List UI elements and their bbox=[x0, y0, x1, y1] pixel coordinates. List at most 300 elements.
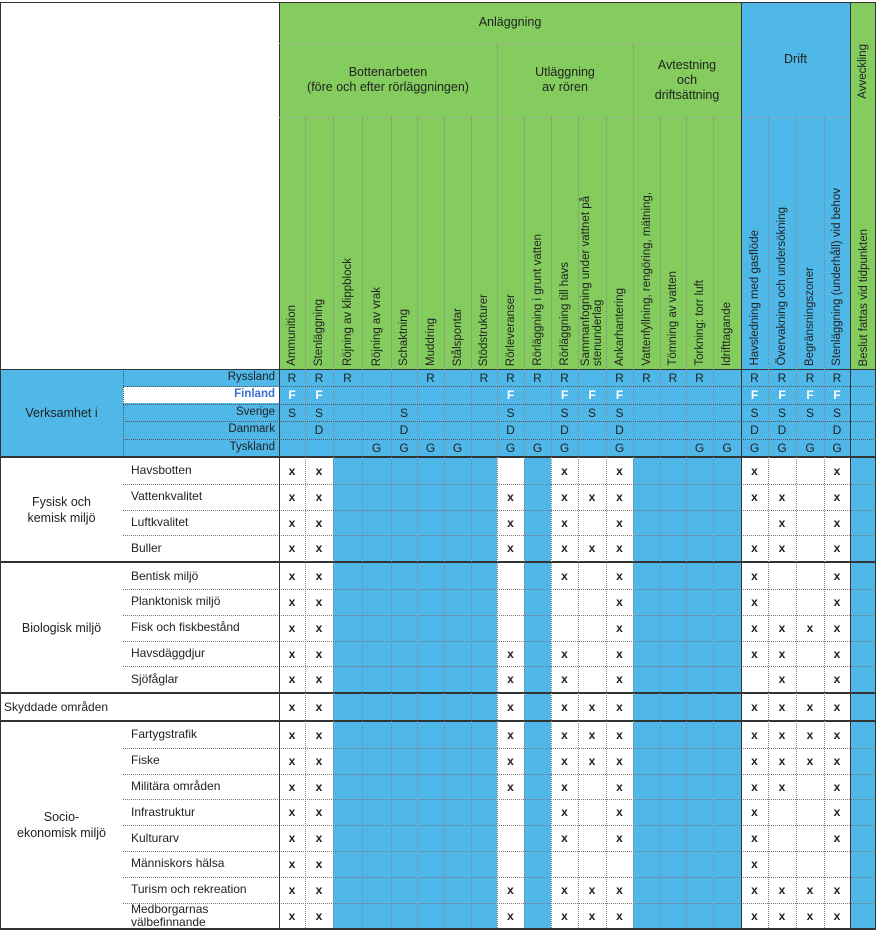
impact-row-label: Havsdäggdjur bbox=[131, 645, 206, 660]
group-label: Fysisk och kemisk miljö bbox=[27, 494, 96, 525]
row-divider bbox=[123, 589, 876, 590]
column-line bbox=[524, 117, 525, 928]
phase-construction: Anläggning bbox=[478, 15, 542, 29]
impact-mark: x bbox=[588, 753, 596, 768]
impact-mark: x bbox=[288, 594, 296, 609]
column-line bbox=[850, 2, 851, 928]
impact-mark: x bbox=[778, 779, 786, 794]
impact-mark: x bbox=[288, 779, 296, 794]
impact-mark: x bbox=[833, 672, 841, 687]
country-code-f: F bbox=[806, 388, 814, 403]
activity-label: Tömning av vatten bbox=[667, 271, 679, 366]
column-line bbox=[417, 117, 418, 928]
column-line bbox=[824, 117, 825, 928]
activity-group-label: Bottenarbeten (före och efter rörläggningen) bbox=[307, 65, 469, 94]
impact-mark: x bbox=[288, 541, 296, 556]
activity-label: Ankarhantering bbox=[613, 288, 626, 366]
country-code-r: R bbox=[695, 371, 704, 385]
impact-row-label: Sjöfåglar bbox=[131, 671, 179, 686]
country-code-g: G bbox=[694, 440, 705, 455]
phase-operation: Drift bbox=[784, 52, 807, 66]
section-line bbox=[0, 456, 876, 458]
impact-mark: x bbox=[315, 620, 323, 635]
row-divider bbox=[123, 877, 876, 878]
impact-row-label: Vattenkvalitet bbox=[131, 489, 203, 504]
impact-mark: x bbox=[806, 620, 814, 635]
impact-mark: x bbox=[561, 541, 568, 556]
impact-mark: x bbox=[833, 646, 841, 661]
country-code-g: G bbox=[452, 440, 463, 455]
activity-header bbox=[444, 117, 471, 369]
impact-row-label: Planktonisk miljö bbox=[131, 594, 221, 609]
impact-mark: x bbox=[315, 569, 323, 584]
impact-mark: x bbox=[288, 646, 296, 661]
activity-label: Stenläggning bbox=[313, 298, 325, 366]
impact-mark: x bbox=[833, 620, 841, 635]
activity-header bbox=[417, 117, 444, 369]
country-code-f: F bbox=[506, 388, 515, 403]
impact-mark: x bbox=[778, 882, 786, 897]
impact-mark: x bbox=[616, 541, 623, 556]
impact-mark: x bbox=[833, 515, 841, 530]
country-code-d: D bbox=[314, 423, 324, 438]
activity-header bbox=[768, 117, 796, 369]
impact-mark: x bbox=[833, 908, 841, 923]
impact-mark: x bbox=[751, 805, 758, 820]
impact-mark: x bbox=[616, 753, 623, 768]
activity-header bbox=[686, 117, 713, 369]
group-label: Biologisk miljö bbox=[21, 620, 102, 635]
country-code-r: R bbox=[426, 371, 435, 385]
activity-label: Vattenfyllning, rengöring, mätning, bbox=[640, 192, 653, 366]
impact-mark: x bbox=[315, 753, 323, 768]
impact-mark: x bbox=[833, 831, 841, 846]
activity-header bbox=[497, 117, 524, 369]
activity-header bbox=[850, 117, 877, 369]
activity-header bbox=[305, 117, 333, 369]
country-code-g: G bbox=[425, 440, 436, 455]
activity-label: Schaktning bbox=[398, 309, 410, 366]
impact-mark: x bbox=[778, 672, 786, 687]
country-code-s: S bbox=[750, 405, 759, 420]
group-label: Socio- ekonomisk miljö bbox=[17, 810, 106, 841]
column-line bbox=[633, 43, 634, 928]
impact-mark: x bbox=[751, 908, 758, 923]
row-divider bbox=[123, 666, 876, 667]
inactive-band bbox=[333, 694, 497, 720]
impact-mark: x bbox=[751, 753, 758, 768]
activity-label: Röjning av klippblock bbox=[341, 257, 354, 366]
impact-bg bbox=[578, 563, 606, 692]
impact-mark: x bbox=[315, 700, 323, 715]
impact-mark: x bbox=[751, 646, 758, 661]
row-divider bbox=[123, 851, 876, 852]
inactive-band bbox=[713, 563, 741, 692]
inactive-band bbox=[333, 563, 497, 692]
impact-mark: x bbox=[751, 727, 758, 742]
impact-mark: x bbox=[588, 700, 596, 715]
impact-row-label: Bentisk miljö bbox=[131, 568, 199, 583]
column-line bbox=[551, 117, 552, 928]
impact-mark: x bbox=[833, 569, 841, 584]
country-code-f: F bbox=[833, 388, 841, 403]
impact-mark: x bbox=[833, 805, 841, 820]
country-code-r: R bbox=[560, 371, 569, 385]
impact-row-label: Infrastruktur bbox=[131, 804, 196, 819]
impact-row-label: Fisk och fiskbestånd bbox=[131, 620, 240, 635]
impact-mark: x bbox=[561, 753, 568, 768]
impact-mark: x bbox=[833, 541, 841, 556]
row-divider bbox=[123, 903, 876, 904]
impact-row-label: Turism och rekreation bbox=[131, 882, 247, 897]
impact-mark: x bbox=[315, 805, 323, 820]
impact-mark: x bbox=[806, 753, 814, 768]
country-code-f: F bbox=[288, 388, 296, 403]
impact-mark: x bbox=[616, 594, 623, 609]
activity-label: Muddring bbox=[424, 318, 437, 366]
impact-mark: x bbox=[507, 646, 514, 661]
impact-mark: x bbox=[588, 727, 596, 742]
activity-header bbox=[471, 117, 497, 369]
impact-mark: x bbox=[616, 727, 623, 742]
impact-mark: x bbox=[561, 672, 568, 687]
column-line bbox=[578, 117, 579, 928]
impact-mark: x bbox=[561, 779, 568, 794]
row-divider bbox=[123, 825, 876, 826]
country-code-r: R bbox=[479, 371, 489, 385]
country-code-r: R bbox=[615, 371, 624, 385]
column-line bbox=[444, 117, 445, 928]
activity-label: Stålspontar bbox=[451, 307, 464, 366]
group-label: Skyddade områden bbox=[4, 699, 109, 714]
country-code-r: R bbox=[642, 371, 651, 385]
impact-mark: x bbox=[616, 672, 623, 687]
row-divider bbox=[123, 774, 876, 775]
impact-mark: x bbox=[751, 882, 758, 897]
impact-mark: x bbox=[616, 569, 623, 584]
impact-mark: x bbox=[561, 700, 568, 715]
country-code-r: R bbox=[506, 371, 515, 385]
activity-label: Stödstrukturer bbox=[478, 293, 490, 366]
activity-label: Stenläggning (underhåll) vid behov bbox=[831, 188, 843, 366]
impact-mark: x bbox=[561, 569, 568, 584]
impact-mark: x bbox=[806, 727, 814, 742]
impact-mark: x bbox=[315, 489, 323, 504]
activity-header bbox=[578, 117, 606, 369]
impact-mark: x bbox=[288, 882, 296, 897]
activity-header bbox=[551, 117, 578, 369]
impact-mark: x bbox=[778, 753, 786, 768]
activity-label: Ammunition bbox=[286, 305, 298, 366]
country-label: Sverige bbox=[236, 405, 275, 418]
impact-mark: x bbox=[315, 594, 323, 609]
country-code-r: R bbox=[777, 371, 787, 385]
outer-border bbox=[875, 2, 876, 928]
impact-mark: x bbox=[833, 700, 841, 715]
impact-mark: x bbox=[288, 908, 296, 923]
impact-mark: x bbox=[507, 753, 514, 768]
country-code-f: F bbox=[588, 388, 596, 403]
activity-header bbox=[333, 117, 362, 369]
impact-mark: x bbox=[833, 753, 841, 768]
country-code-s: S bbox=[832, 405, 841, 420]
country-code-d: D bbox=[615, 423, 624, 438]
inactive-band bbox=[850, 694, 876, 720]
column-line bbox=[305, 117, 306, 928]
column-line bbox=[606, 117, 607, 928]
row-divider bbox=[123, 510, 876, 511]
column-line bbox=[713, 117, 714, 928]
country-code-s: S bbox=[587, 405, 596, 420]
country-code-r: R bbox=[533, 371, 542, 385]
impact-mark: x bbox=[315, 882, 323, 897]
country-code-g: G bbox=[805, 440, 815, 455]
row-divider bbox=[123, 484, 876, 485]
column-line bbox=[362, 117, 363, 928]
impact-mark: x bbox=[751, 620, 758, 635]
impact-mark: x bbox=[288, 489, 296, 504]
impact-mark: x bbox=[315, 646, 323, 661]
impact-row-label: Fiske bbox=[131, 753, 160, 768]
country-code-d: D bbox=[399, 423, 409, 438]
activity-label: Idrifttagande bbox=[721, 302, 733, 366]
header-line bbox=[279, 117, 741, 118]
activity-header bbox=[524, 117, 551, 369]
country-row-line bbox=[123, 439, 876, 440]
impact-mark: x bbox=[507, 779, 514, 794]
country-code-g: G bbox=[559, 440, 570, 455]
activity-header bbox=[633, 117, 660, 369]
impact-row-label: Kulturarv bbox=[131, 830, 180, 845]
impact-mark: x bbox=[288, 569, 296, 584]
impact-mark: x bbox=[588, 541, 596, 556]
country-row-line bbox=[123, 404, 876, 405]
country-code-s: S bbox=[805, 405, 814, 420]
impact-mark: x bbox=[751, 831, 758, 846]
impact-row-label: Havsbotten bbox=[131, 463, 192, 478]
country-code-f: F bbox=[778, 388, 786, 403]
country-code-s: S bbox=[399, 405, 408, 420]
impact-mark: x bbox=[778, 515, 786, 530]
country-code-r: R bbox=[750, 371, 759, 385]
country-code-f: F bbox=[315, 388, 323, 403]
impact-mark: x bbox=[778, 541, 786, 556]
impact-mark: x bbox=[616, 805, 623, 820]
activity-label: Torkning: torr luft bbox=[693, 280, 706, 366]
impact-mark: x bbox=[507, 727, 514, 742]
activity-header bbox=[606, 117, 633, 369]
column-line bbox=[768, 117, 769, 928]
impact-mark: x bbox=[616, 908, 623, 923]
impact-mark: x bbox=[315, 856, 323, 871]
impact-mark: x bbox=[315, 541, 323, 556]
country-code-d: D bbox=[832, 423, 842, 438]
impact-mark: x bbox=[315, 463, 323, 478]
column-line bbox=[660, 117, 661, 928]
impact-mark: x bbox=[751, 569, 758, 584]
impact-mark: x bbox=[561, 727, 568, 742]
impact-mark: x bbox=[751, 856, 758, 871]
impact-mark: x bbox=[616, 646, 623, 661]
activity-header bbox=[279, 117, 305, 369]
row-divider bbox=[123, 799, 876, 800]
phase-decommission-label: Avveckling bbox=[857, 44, 869, 99]
activity-label: Röjning av vrak bbox=[370, 286, 383, 366]
impact-mark: x bbox=[616, 831, 623, 846]
impact-mark: x bbox=[806, 908, 814, 923]
impact-mark: x bbox=[833, 463, 841, 478]
impact-mark: x bbox=[616, 779, 623, 794]
country-label: Finland bbox=[234, 388, 275, 401]
impact-mark: x bbox=[778, 646, 786, 661]
activity-header bbox=[391, 117, 417, 369]
country-code-r: R bbox=[832, 371, 842, 385]
impact-mark: x bbox=[588, 489, 596, 504]
column-line bbox=[796, 117, 797, 928]
impact-mark: x bbox=[561, 908, 568, 923]
impact-mark: x bbox=[806, 700, 814, 715]
impact-mark: x bbox=[806, 882, 814, 897]
label-border bbox=[279, 2, 280, 928]
inactive-band bbox=[524, 563, 551, 692]
impact-mark: x bbox=[751, 594, 758, 609]
country-code-g: G bbox=[777, 440, 787, 455]
country-code-g: G bbox=[722, 440, 732, 455]
country-row-line bbox=[123, 386, 876, 387]
country-code-r: R bbox=[314, 371, 324, 385]
column-line bbox=[686, 117, 687, 928]
impact-mark: x bbox=[507, 541, 514, 556]
country-code-r: R bbox=[668, 371, 678, 385]
activity-label: Begränsningszoner bbox=[804, 266, 816, 366]
country-code-g: G bbox=[532, 440, 543, 455]
activity-label: Rörläggning i grunt vatten bbox=[531, 234, 544, 366]
country-label: Tyskland bbox=[229, 440, 275, 453]
activity-label: Sammanfogning under vattnet på stenunderlag bbox=[580, 195, 604, 366]
impact-mark: x bbox=[588, 908, 596, 923]
country-code-r: R bbox=[343, 371, 352, 385]
column-line bbox=[391, 117, 392, 928]
column-line bbox=[333, 117, 334, 928]
outer-border bbox=[0, 2, 876, 3]
country-code-d: D bbox=[777, 423, 787, 438]
impact-mark: x bbox=[778, 727, 786, 742]
row-divider bbox=[123, 748, 876, 749]
phase-decommission bbox=[850, 2, 876, 117]
impact-mark: x bbox=[561, 805, 568, 820]
impact-mark: x bbox=[833, 594, 841, 609]
activity-label: Beslut fattas vid tidpunkten bbox=[857, 228, 870, 366]
impact-mark: x bbox=[315, 831, 323, 846]
country-code-f: F bbox=[615, 388, 624, 403]
activity-group-label: Avtestning och driftsättning bbox=[654, 57, 720, 102]
activity-group-label: Utläggning av rören bbox=[535, 65, 595, 94]
impact-mark: x bbox=[751, 779, 758, 794]
activity-header bbox=[824, 117, 850, 369]
impact-mark: x bbox=[315, 672, 323, 687]
impact-mark: x bbox=[315, 908, 323, 923]
impact-row-label: Medborgarnas välbefinnande bbox=[131, 901, 209, 929]
impact-mark: x bbox=[561, 646, 568, 661]
country-code-d: D bbox=[750, 423, 759, 438]
inactive-band bbox=[713, 694, 741, 720]
inactive-band bbox=[524, 694, 551, 720]
impact-mark: x bbox=[561, 489, 568, 504]
outer-border bbox=[0, 2, 1, 928]
impact-mark: x bbox=[616, 700, 623, 715]
country-code-s: S bbox=[314, 405, 323, 420]
country-code-g: G bbox=[505, 440, 516, 455]
impact-mark: x bbox=[778, 700, 786, 715]
column-line bbox=[471, 117, 472, 928]
impact-mark: x bbox=[315, 779, 323, 794]
impact-row-label: Militära områden bbox=[131, 778, 221, 793]
sub-border bbox=[123, 369, 124, 456]
row-divider bbox=[123, 615, 876, 616]
impact-mark: x bbox=[507, 908, 514, 923]
activity-header bbox=[796, 117, 824, 369]
column-line bbox=[741, 2, 742, 928]
impact-row-label: Fartygstrafik bbox=[131, 727, 198, 742]
impact-mark: x bbox=[288, 856, 296, 871]
impact-mark: x bbox=[616, 489, 623, 504]
country-code-f: F bbox=[750, 388, 759, 403]
country-code-g: G bbox=[832, 440, 842, 455]
impact-mark: x bbox=[588, 882, 596, 897]
impact-mark: x bbox=[561, 831, 568, 846]
impact-row-label: Människors hälsa bbox=[131, 856, 225, 871]
impact-row-label: Luftkvalitet bbox=[131, 514, 189, 529]
country-code-r: R bbox=[287, 371, 297, 385]
header-line bbox=[279, 43, 741, 44]
impact-mark: x bbox=[778, 908, 786, 923]
country-code-f: F bbox=[560, 388, 569, 403]
country-code-s: S bbox=[560, 405, 569, 420]
impact-mark: x bbox=[616, 515, 623, 530]
impact-mark: x bbox=[833, 882, 841, 897]
activity-label: Rörleveranser bbox=[504, 293, 517, 366]
country-label: Ryssland bbox=[227, 371, 275, 383]
activity-label: Rörläggning till havs bbox=[558, 262, 571, 366]
impact-mark: x bbox=[751, 541, 758, 556]
impact-mark: x bbox=[778, 489, 786, 504]
impact-mark: x bbox=[288, 753, 296, 768]
country-code-s: S bbox=[615, 405, 624, 420]
row-divider bbox=[123, 535, 876, 536]
inactive-band bbox=[850, 563, 876, 692]
impact-mark: x bbox=[288, 672, 296, 687]
activity-header bbox=[741, 117, 768, 369]
impact-mark: x bbox=[507, 700, 514, 715]
impact-mark: x bbox=[616, 463, 623, 478]
impact-mark: x bbox=[288, 515, 296, 530]
impact-mark: x bbox=[315, 727, 323, 742]
impact-mark: x bbox=[507, 489, 514, 504]
row-divider bbox=[123, 641, 876, 642]
impact-mark: x bbox=[288, 620, 296, 635]
activity-header bbox=[362, 117, 391, 369]
impact-mark: x bbox=[507, 672, 514, 687]
country-code-g: G bbox=[749, 440, 760, 455]
impact-mark: x bbox=[288, 700, 296, 715]
impact-mark: x bbox=[778, 620, 786, 635]
impact-mark: x bbox=[288, 831, 296, 846]
country-row-line bbox=[123, 421, 876, 422]
impact-mark: x bbox=[288, 805, 296, 820]
verksamhet-label: Verksamhet i bbox=[25, 405, 98, 420]
impact-mark: x bbox=[288, 463, 296, 478]
impact-mark: x bbox=[833, 779, 841, 794]
